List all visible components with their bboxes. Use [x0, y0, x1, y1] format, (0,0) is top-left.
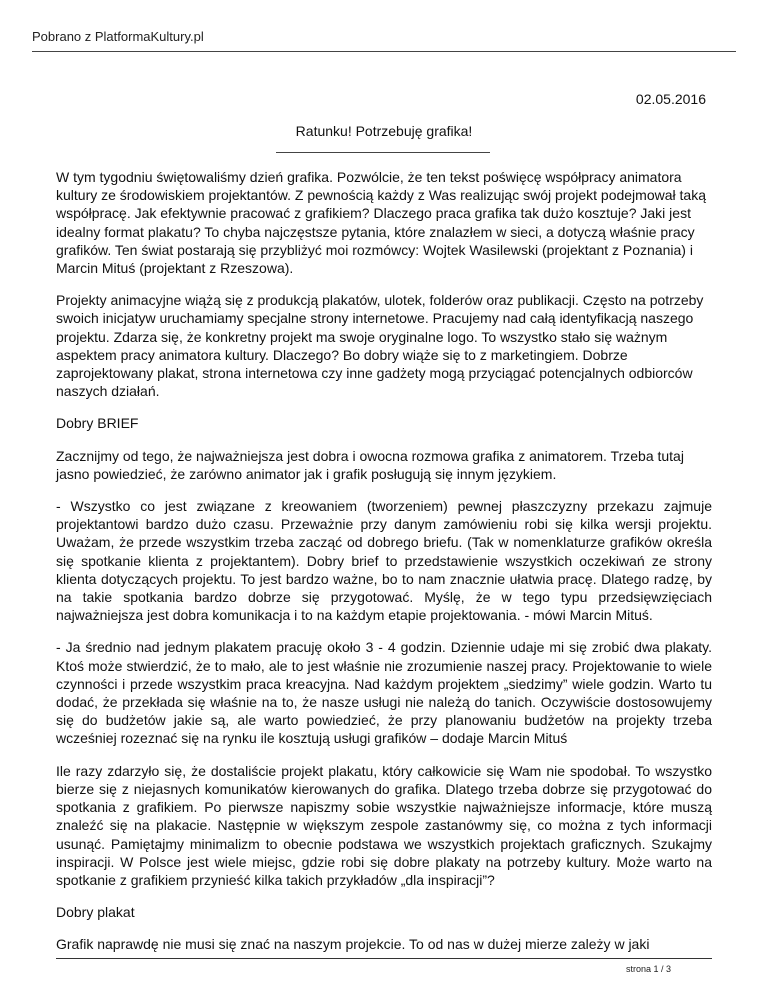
paragraph: Ile razy zdarzyło się, że dostaliście projekt plakatu, który całkowicie się Wam nie spodobał. To wszystko bierze się z niejasnych komunikatów kierowanych do grafika. Dlatego trzeba dobrze się przygotować do spotkania z grafikiem. Po pierwsze napiszmy sobie wszystkie najważniejsze informacje, które muszą znaleźć się na plakacie. Następnie w większym zespole zastanówmy się, co można z tych informacji usunąć. Pamiętajmy minimalizm to obecnie podstawa we wszystkich projektach graficznych. Szukajmy inspiracji. W Polsce jest wiele miejsc, gdzie robi się dobre plakaty na potrzeby kultury. Może warto na spotkanie z grafikiem przynieść kilka takich przykładów „dla inspiracji”? [56, 762, 712, 888]
source-header: Pobrano z PlatformaKultury.pl [32, 29, 204, 44]
paragraph: Projekty animacyjne wiążą się z produkcją plakatów, ulotek, folderów oraz publikacji. Często na potrzeby swoich inicjatyw uruchamiamy specjalne strony internetowe. Pracujemy nad całą identyfikacją naszego projektu. Zdarza się, że konkretny projekt ma swoje oryginalne logo. To wszystko stało się ważnym aspektem pracy animatora kultury. Dlaczego? Bo dobry wiąże się to z marketingiem. Dobrze zaprojektowany plakat, strona internetowa czy inne gadżety mogą przyciągać potencjalnych odbiorców naszych działań. [56, 292, 704, 400]
paragraph: W tym tygodniu świętowaliśmy dzień grafika. Pozwólcie, że ten tekst poświęcę współpracy animatora kultury ze środowiskiem projektantów. Z pewnością każdy z Was realizując swój projekt podejmował taką współpracę. Jak efektywnie pracować z grafikiem? Dlaczego praca grafika tak dużo kosztuje? Jaki jest idealny format plakatu? To chyba najczęstsze pytania, które znalazłem w sieci, a dotyczą właśnie pracy grafików. Ten świat postarają się przybliżyć moi rozmówcy: Wojtek Wasilewski (projektant z Poznania) i Marcin Mituś (projektant z Rzeszowa). [56, 169, 706, 277]
article-title: Ratunku! Potrzebuję grafika! [295, 123, 473, 139]
article-date: 02.05.2016 [635, 91, 706, 107]
quote-paragraph: - Wszystko co jest związane z kreowaniem (tworzeniem) pewnej płaszczyzny przekazu zajmuje projektantowi bardzo dużo czasu. Przeważnie przy danym zamówieniu robi się kilka wersji projektu. Uważam, że przede wszystkim trzeba zacząć od dobrego briefu. (Tak w nomenklaturze grafików określa się spotkanie klienta z projektantem). Dobry brief to przedstawienie wszystkich oczekiwań ze strony klienta dotyczących projektu. To jest bardzo ważne, bo to nam znacznie ułatwia pracę. Dlatego radzę, by na takie spotkania bardzo dobrze się przygotować. Myślę, że w tego typu przedsięwzięciach najważniejsza jest dobra komunikacja i to na każdym etapie projektowania. - mówi Marcin Mituś. [56, 498, 712, 624]
footer-divider [56, 958, 712, 959]
section-heading: Dobry plakat [56, 904, 135, 921]
title-underline [276, 152, 490, 153]
article-body [56, 168, 712, 968]
paragraph: Zacznijmy od tego, że najważniejsza jest dobra i owocna rozmowa grafika z animatorem. Trzeba tutaj jasno powiedzieć, że zarówno animator jak i grafik posługują się innym językiem. [56, 447, 684, 482]
page-number: strona 1 / 3 [626, 964, 672, 974]
paragraph: Grafik naprawdę nie musi się znać na naszym projekcie. To od nas w dużej mierze zależy w jaki [56, 936, 650, 953]
header-divider [32, 51, 736, 52]
section-heading: Dobry BRIEF [56, 415, 139, 432]
quote-paragraph: - Ja średnio nad jednym plakatem pracuję około 3 - 4 godzin. Dziennie udaje mi się zrobić dwa plakaty. Ktoś może stwierdzić, że to mało, ale to jest właśnie nie zrozumienie naszej pracy. Projektowanie to wiele czynności i przede wszystkim praca kreacyjna. Nad każdym projektem „siedzimy” wiele godzin. Warto tu dodać, że przekłada się właśnie na to, że nasze usługi nie należą do tanich. Oczywiście dostosowujemy się do budżetów jakie są, ale warto powiedzieć, że przy planowaniu budżetów na projekty trzeba wcześniej rozeznać się na rynku ile kosztują usługi grafików – dodaje Marcin Mituś [56, 639, 712, 747]
